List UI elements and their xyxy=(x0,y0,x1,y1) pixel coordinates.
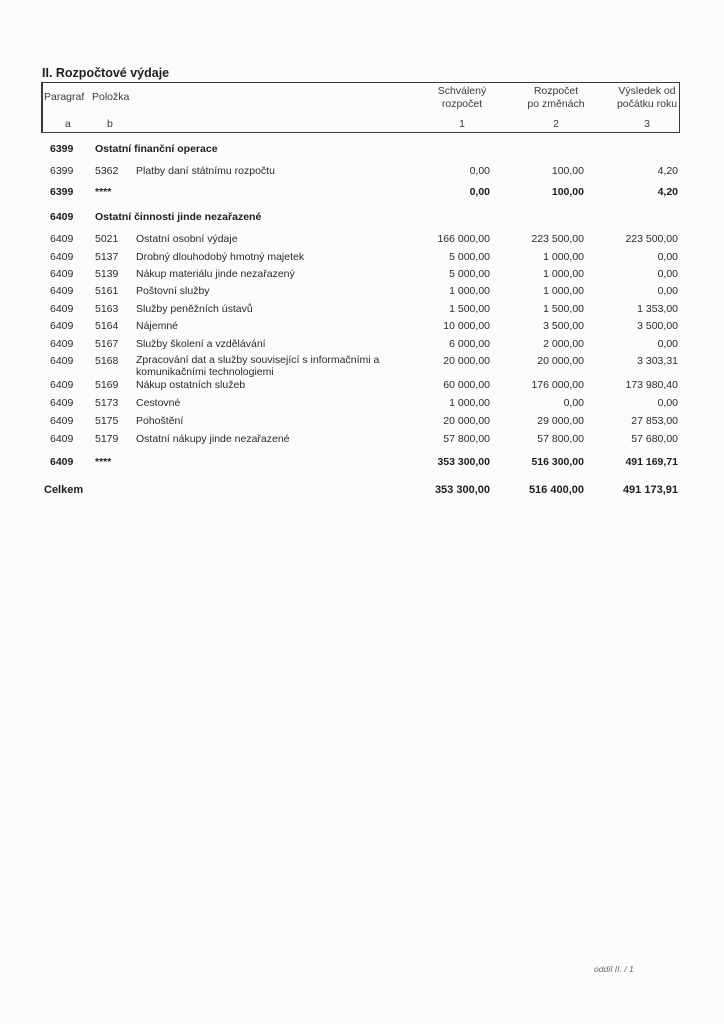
row-result-ytd: 0,00 xyxy=(657,251,678,263)
header-index-2: 2 xyxy=(553,118,559,130)
row-approved-budget: 6 000,00 xyxy=(449,338,490,350)
row-polozka: 5167 xyxy=(95,338,119,350)
row-result-ytd: 27 853,00 xyxy=(631,415,678,427)
subtotal-approved-budget: 0,00 xyxy=(469,186,490,198)
table-row xyxy=(0,284,724,298)
row-amended-budget: 2 000,00 xyxy=(543,338,584,350)
header-col1-line1: Schválený xyxy=(437,85,487,97)
row-result-ytd: 0,00 xyxy=(657,285,678,297)
row-amended-budget: 1 000,00 xyxy=(543,285,584,297)
row-approved-budget: 20 000,00 xyxy=(443,415,490,427)
row-amended-budget: 1 000,00 xyxy=(543,268,584,280)
row-approved-budget: 5 000,00 xyxy=(449,251,490,263)
row-amended-budget: 1 000,00 xyxy=(543,251,584,263)
row-paragraf: 6409 xyxy=(50,397,74,409)
row-paragraf: 6409 xyxy=(50,285,74,297)
subtotal-row xyxy=(0,185,724,199)
table-row xyxy=(0,354,724,378)
row-approved-budget: 1 000,00 xyxy=(449,285,490,297)
grand-total-row xyxy=(0,483,724,497)
row-description: Služby školení a vzdělávání xyxy=(136,338,266,350)
row-amended-budget: 20 000,00 xyxy=(537,355,584,367)
subtotal-paragraf: 6409 xyxy=(50,456,74,468)
table-row xyxy=(0,319,724,333)
subtotal-result-ytd: 4,20 xyxy=(657,186,678,198)
total-label: Celkem xyxy=(44,484,84,496)
table-row xyxy=(0,302,724,316)
subtotal-polozka: **** xyxy=(95,186,112,198)
subtotal-amended-budget: 516 300,00 xyxy=(531,456,584,468)
group-header-row xyxy=(0,142,724,156)
header-index-a: a xyxy=(65,118,71,130)
table-row xyxy=(0,164,724,178)
row-description: Platby daní státnímu rozpočtu xyxy=(136,165,275,177)
row-result-ytd: 223 500,00 xyxy=(625,233,678,245)
row-paragraf: 6409 xyxy=(50,379,74,391)
row-description: Nákup materiálu jinde nezařazený xyxy=(136,268,295,280)
table-row xyxy=(0,232,724,246)
row-amended-budget: 3 500,00 xyxy=(543,320,584,332)
row-polozka: 5362 xyxy=(95,165,119,177)
row-approved-budget: 1 000,00 xyxy=(449,397,490,409)
row-paragraf: 6409 xyxy=(50,355,74,367)
row-approved-budget: 5 000,00 xyxy=(449,268,490,280)
row-polozka: 5179 xyxy=(95,433,119,445)
row-paragraf: 6409 xyxy=(50,320,74,332)
row-description: Pohoštění xyxy=(136,415,184,427)
total-result-ytd: 491 173,91 xyxy=(622,484,678,496)
row-amended-budget: 0,00 xyxy=(563,397,584,409)
row-polozka: 5137 xyxy=(95,251,119,263)
row-approved-budget: 1 500,00 xyxy=(449,303,490,315)
row-description: Nákup ostatních služeb xyxy=(136,379,246,391)
row-polozka: 5163 xyxy=(95,303,119,315)
subtotal-paragraf: 6399 xyxy=(50,186,74,198)
row-paragraf: 6409 xyxy=(50,303,74,315)
row-paragraf: 6399 xyxy=(50,165,74,177)
row-polozka: 5173 xyxy=(95,397,119,409)
row-description: Drobný dlouhodobý hmotný majetek xyxy=(136,251,305,263)
row-polozka: 5164 xyxy=(95,320,119,332)
row-polozka: 5161 xyxy=(95,285,119,297)
header-index-b: b xyxy=(107,118,113,130)
row-description: Nájemné xyxy=(136,320,179,332)
row-approved-budget: 57 800,00 xyxy=(443,433,490,445)
row-amended-budget: 29 000,00 xyxy=(537,415,584,427)
row-result-ytd: 1 353,00 xyxy=(637,303,678,315)
group-name: Ostatní finanční operace xyxy=(95,143,218,155)
row-approved-budget: 20 000,00 xyxy=(443,355,490,367)
row-result-ytd: 3 500,00 xyxy=(637,320,678,332)
group-paragraf: 6399 xyxy=(50,143,74,155)
row-paragraf: 6409 xyxy=(50,268,74,280)
row-amended-budget: 223 500,00 xyxy=(531,233,584,245)
row-paragraf: 6409 xyxy=(50,338,74,350)
header-col1-line2: rozpočet xyxy=(441,98,483,110)
header-col2-line2: po změnách xyxy=(527,98,585,110)
row-paragraf: 6409 xyxy=(50,415,74,427)
row-result-ytd: 4,20 xyxy=(657,165,678,177)
row-result-ytd: 3 303,31 xyxy=(637,355,678,367)
row-paragraf: 6409 xyxy=(50,251,74,263)
row-result-ytd: 0,00 xyxy=(657,397,678,409)
header-paragraf: Paragraf xyxy=(44,91,85,103)
header-col2-line1: Rozpočet xyxy=(533,85,579,97)
header-index-1: 1 xyxy=(459,118,465,130)
header-col3-line1: Výsledek od xyxy=(618,85,676,97)
table-row xyxy=(0,250,724,264)
row-description: Zpracování dat a služby související s informačními a komunikačními technologiemi xyxy=(136,354,380,378)
table-row xyxy=(0,432,724,446)
row-polozka: 5139 xyxy=(95,268,119,280)
row-description: Ostatní nákupy jinde nezařazené xyxy=(136,433,290,445)
row-paragraf: 6409 xyxy=(50,233,74,245)
row-amended-budget: 100,00 xyxy=(551,165,584,177)
subtotal-polozka: **** xyxy=(95,456,112,468)
table-row xyxy=(0,267,724,281)
header-index-3: 3 xyxy=(644,118,650,130)
row-polozka: 5175 xyxy=(95,415,119,427)
header-col3-line2: počátku roku xyxy=(616,98,678,110)
total-approved-budget: 353 300,00 xyxy=(434,484,490,496)
table-row xyxy=(0,396,724,410)
page-footer: oddíl II. / 1 xyxy=(594,964,634,974)
row-description: Služby peněžních ústavů xyxy=(136,303,253,315)
row-approved-budget: 10 000,00 xyxy=(443,320,490,332)
row-paragraf: 6409 xyxy=(50,433,74,445)
row-description: Ostatní osobní výdaje xyxy=(136,233,238,245)
row-amended-budget: 176 000,00 xyxy=(531,379,584,391)
row-polozka: 5169 xyxy=(95,379,119,391)
row-approved-budget: 166 000,00 xyxy=(437,233,490,245)
table-row xyxy=(0,414,724,428)
subtotal-row xyxy=(0,455,724,469)
subtotal-approved-budget: 353 300,00 xyxy=(437,456,490,468)
section-title: II. Rozpočtové výdaje xyxy=(42,66,170,80)
row-amended-budget: 1 500,00 xyxy=(543,303,584,315)
row-polozka: 5021 xyxy=(95,233,119,245)
row-description: Poštovní služby xyxy=(136,285,210,297)
subtotal-result-ytd: 491 169,71 xyxy=(625,456,678,468)
row-approved-budget: 60 000,00 xyxy=(443,379,490,391)
table-row xyxy=(0,378,724,392)
subtotal-amended-budget: 100,00 xyxy=(551,186,584,198)
group-name: Ostatní činnosti jinde nezařazené xyxy=(95,211,262,223)
row-description: Cestovné xyxy=(136,397,181,409)
total-amended-budget: 516 400,00 xyxy=(528,484,584,496)
table-header xyxy=(41,82,680,133)
table-row xyxy=(0,337,724,351)
group-paragraf: 6409 xyxy=(50,211,74,223)
row-polozka: 5168 xyxy=(95,355,119,367)
row-result-ytd: 0,00 xyxy=(657,268,678,280)
row-approved-budget: 0,00 xyxy=(469,165,490,177)
row-result-ytd: 57 680,00 xyxy=(631,433,678,445)
header-polozka: Položka xyxy=(92,91,130,103)
row-result-ytd: 173 980,40 xyxy=(625,379,678,391)
row-amended-budget: 57 800,00 xyxy=(537,433,584,445)
row-result-ytd: 0,00 xyxy=(657,338,678,350)
group-header-row xyxy=(0,210,724,224)
